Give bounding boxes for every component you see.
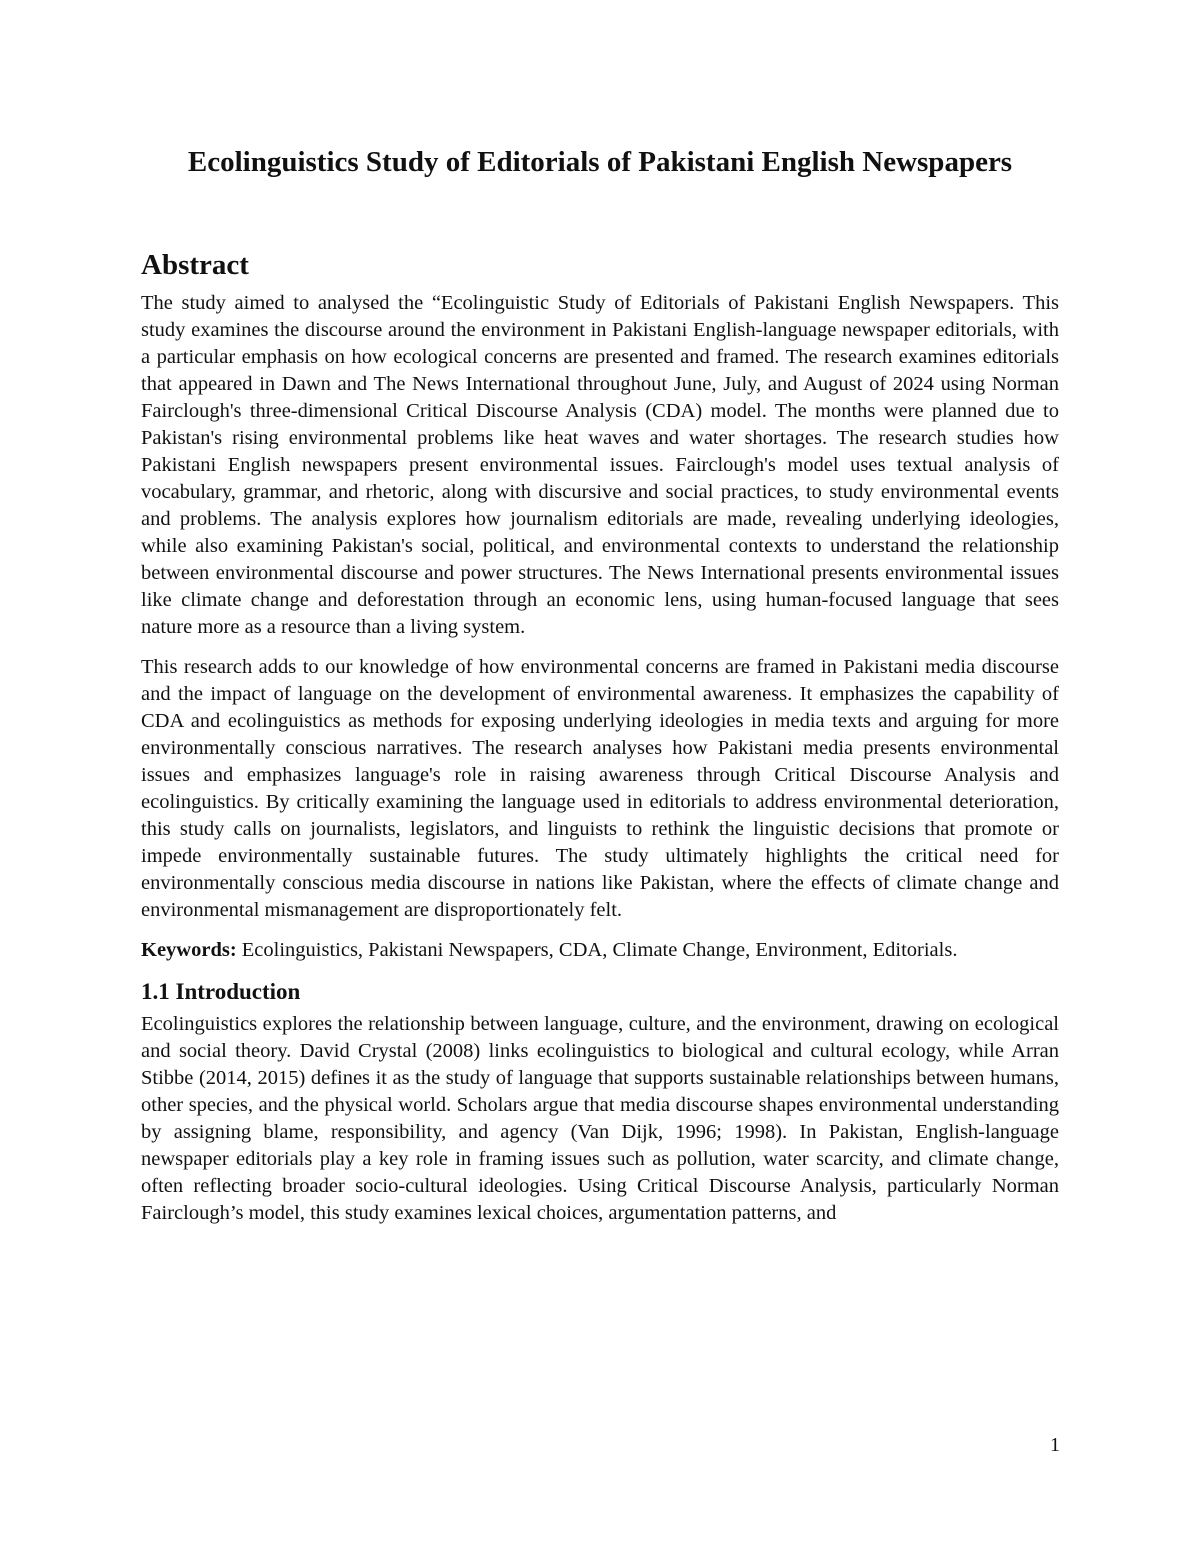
introduction-heading: 1.1 Introduction <box>141 979 301 1004</box>
document-title: Ecolinguistics Study of Editorials of Pakistani English Newspapers <box>187 146 1013 178</box>
abstract-paragraph-2: This research adds to our knowledge of how environmental concerns are framed in Pakistani media discourse and the impact of language on the development of environmental awareness. It emphasizes the capability of CDA and ecolinguistics as methods for exposing underlying ideologies in media texts and arguing for more environmentally conscious narratives. The research analyses how Pakistani media presents environmental issues and emphasizes language's role in raising awareness through Critical Discourse Analysis and ecolinguistics. By critically examining the language used in editorials to address environmental deterioration, this study calls on journalists, legislators, and linguists to rethink the linguistic decisions that promote or impede environmentally sustainable futures. The study ultimately highlights the critical need for environmentally conscious media discourse in nations like Pakistan, where the effects of climate change and environmental mismanagement are disproportionately felt. <box>141 656 1059 921</box>
page-number: 1 <box>1050 1434 1060 1456</box>
keywords-text: Ecolinguistics, Pakistani Newspapers, CDA, Climate Change, Environment, Editorials. <box>236 939 958 961</box>
abstract-paragraph-1: The study aimed to analysed the “Ecolinguistic Study of Editorials of Pakistani English Newspapers. This study examines the discourse around the environment in Pakistani English-language newspaper editorials, with a particular emphasis on how ecological concerns are presented and framed. The research examines editorials that appeared in Dawn and The News International throughout June, July, and August of 2024 using Norman Fairclough's three-dimensional Critical Discourse Analysis (CDA) model. The months were planned due to Pakistan's rising environmental problems like heat waves and water shortages. The research studies how Pakistani English newspapers present environmental issues. Fairclough's model uses textual analysis of vocabulary, grammar, and rhetoric, along with discursive and social practices, to study environmental events and problems. The analysis explores how journalism editorials are made, revealing underlying ideologies, while also examining Pakistan's social, political, and environmental contexts to understand the relationship between environmental discourse and power structures. The News International presents environmental issues like climate change and deforestation through an economic lens, using human-focused language that sees nature more as a resource than a living system. <box>141 292 1059 638</box>
keywords-label: Keywords: <box>141 939 237 961</box>
introduction-paragraph: Ecolinguistics explores the relationship between language, culture, and the environment, drawing on ecological and social theory. David Crystal (2008) links ecolinguistics to biological and cultural ecology, while Arran Stibbe (2014, 2015) defines it as the study of language that supports sustainable relationships between humans, other species, and the physical world. Scholars argue that media discourse shapes environmental understanding by assigning blame, responsibility, and agency (Van Dijk, 1996; 1998). In Pakistan, English-language newspaper editorials play a key role in framing issues such as pollution, water scarcity, and climate change, often reflecting broader socio-cultural ideologies. Using Critical Discourse Analysis, particularly Norman Fairclough’s model, this study examines lexical choices, argumentation patterns, and <box>141 1013 1059 1224</box>
document-body <box>141 246 1059 1227</box>
abstract-heading: Abstract <box>141 249 249 281</box>
keywords-line <box>141 937 1059 964</box>
